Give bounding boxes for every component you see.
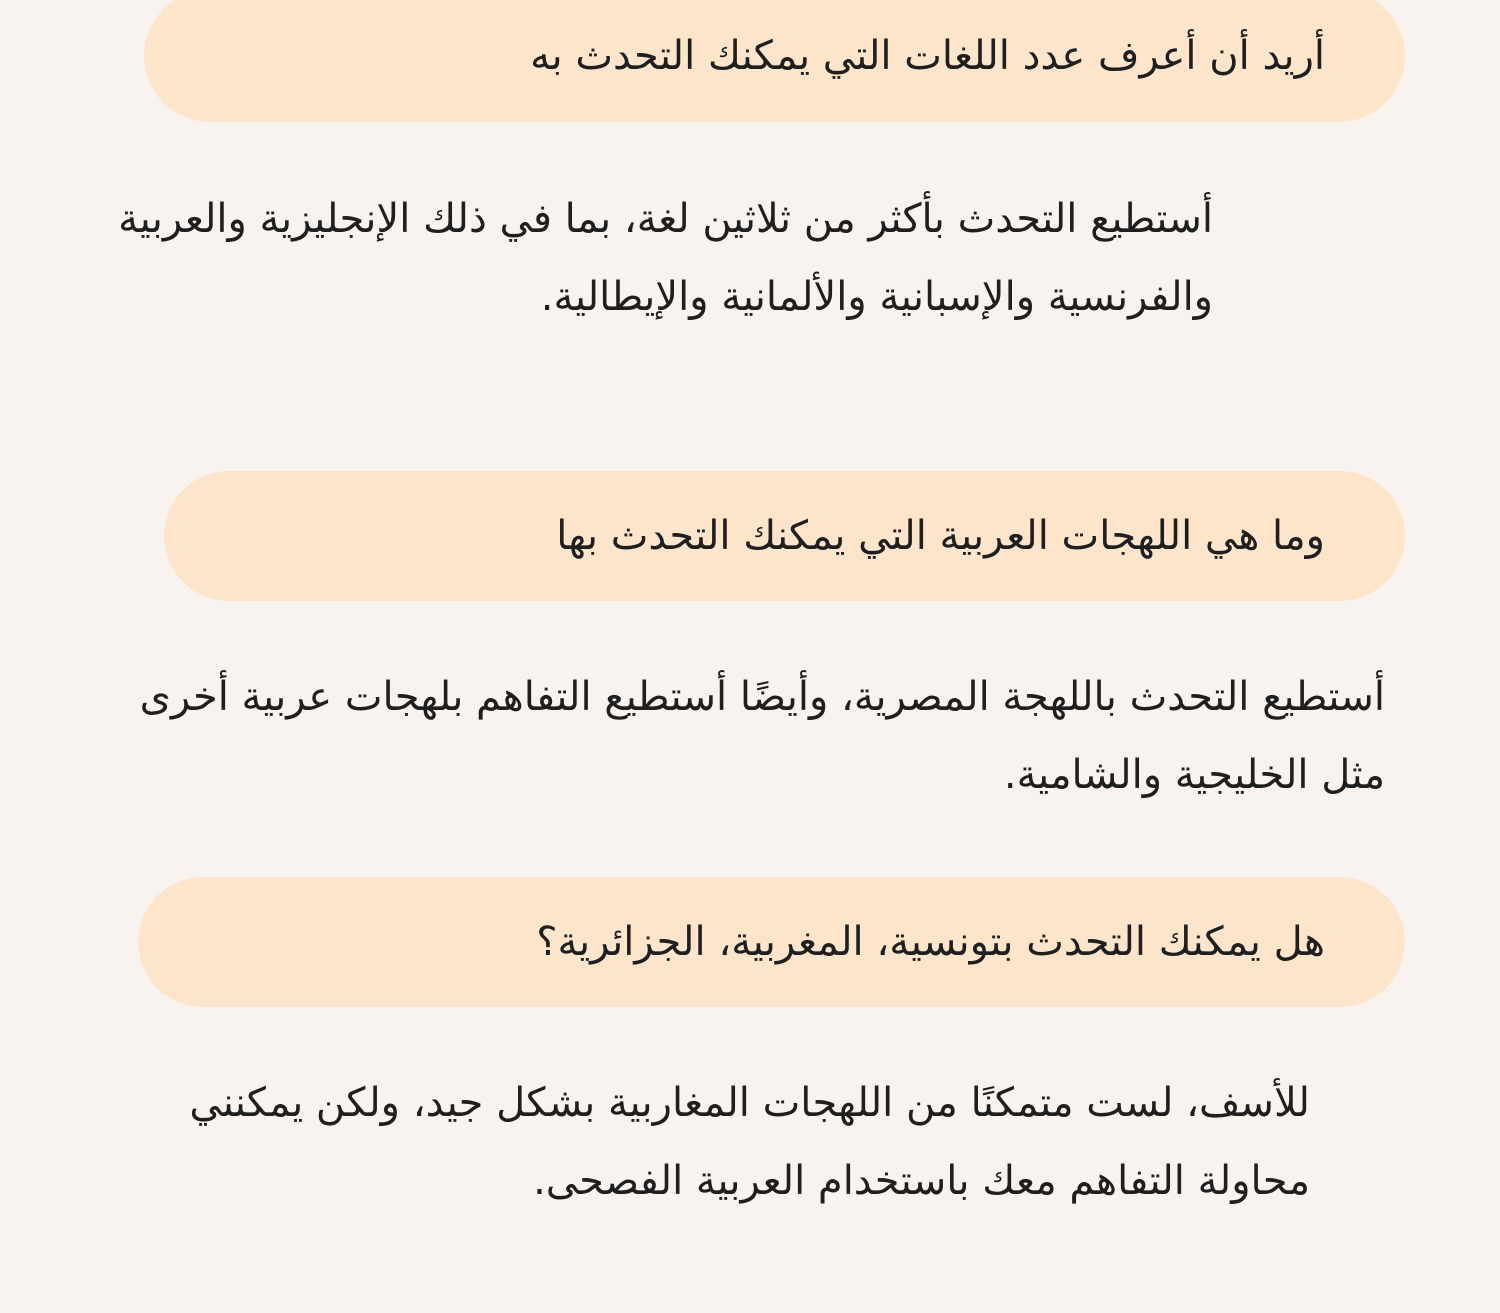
user-message-bubble — [164, 471, 1405, 601]
user-message-text: وما هي اللهجات العربية التي يمكنك التحدث بها — [556, 513, 1325, 559]
user-message-bubble — [138, 877, 1405, 1007]
assistant-message-text: للأسف، لست متمكنًا من اللهجات المغاربية بشكل جيد، ولكن يمكنني محاولة التفاهم معك باستخدام العربية الفصحى. — [189, 1080, 1310, 1204]
user-message-text: أريد أن أعرف عدد اللغات التي يمكنك التحدث به — [530, 33, 1325, 79]
user-message-text: هل يمكنك التحدث بتونسية، المغربية، الجزائرية؟ — [536, 919, 1325, 965]
assistant-message-text: أستطيع التحدث بأكثر من ثلاثين لغة، بما في ذلك الإنجليزية والعربية والفرنسية والإسبانية والألمانية والإيطالية. — [118, 196, 1213, 320]
assistant-message-text: أستطيع التحدث باللهجة المصرية، وأيضًا أستطيع التفاهم بلهجات عربية أخرى مثل الخليجية والشامية. — [139, 674, 1385, 798]
user-message-bubble — [144, 0, 1405, 122]
